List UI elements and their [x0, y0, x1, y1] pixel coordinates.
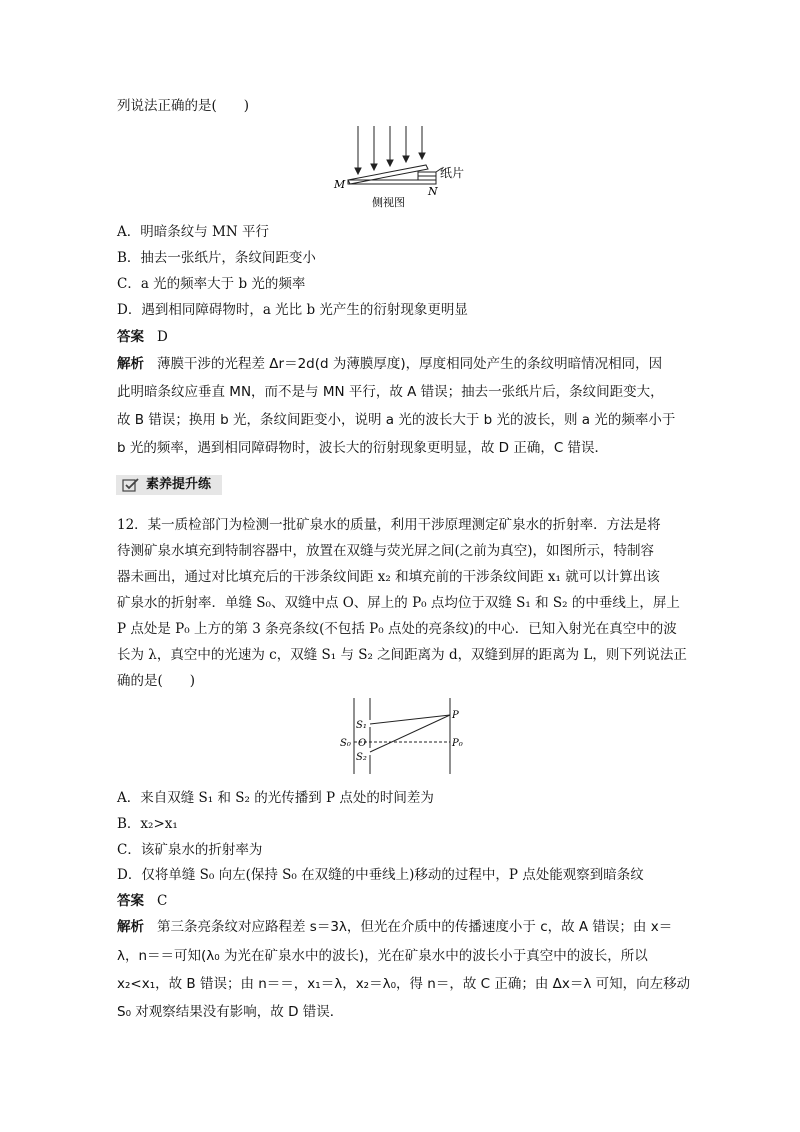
q12-stem-line-6: 长为 λ，真空中的光速为 c，双缝 S₁ 与 S₂ 之间距离为 d，双缝到屏的距离为 L，则下列说法正 [117, 647, 687, 663]
answer-value: D [157, 329, 168, 345]
q12-option-c: C．该矿泉水的折射率为 [117, 842, 263, 858]
answer-value: C [157, 893, 168, 909]
q12-analysis-line-4: S₀ 对观察结果没有影响，故 D 错误． [117, 1004, 344, 1020]
q11-option-b: B．抽去一张纸片，条纹间距变小 [117, 250, 316, 266]
q11-stem-tail: 列说法正确的是( ) [117, 98, 250, 114]
label-S1: S₁ [356, 720, 367, 731]
label-S2: S₂ [356, 752, 367, 763]
check-icon [122, 478, 140, 492]
label-N: N [428, 185, 438, 198]
q12-answer [117, 892, 167, 910]
q11-option-c: C．a 光的频率大于 b 光的频率 [117, 276, 306, 292]
section-title: 素养提升练 [146, 477, 212, 492]
q12-stem-line-4: 矿泉水的折射率．单缝 S₀、双缝中点 O、屏上的 P₀ 点均位于双缝 S₁ 和 S₂ 的中垂线上，屏上 [117, 595, 680, 611]
q11-analysis-line-4: b 光的频率，遇到相同障碍物时，波长大的衍射现象更明显，故 D 正确，C 错误． [117, 440, 609, 456]
q12-analysis-line-1: 解析 第三条亮条纹对应路程差 s＝3λ，但光在介质中的传播速度小于 c，故 A 错误；由 x＝ [117, 919, 673, 935]
answer-label: 答案 [117, 893, 144, 909]
label-M: M [334, 178, 346, 191]
analysis-label: 解析 [117, 919, 144, 935]
q11-analysis-line-3: 故 B 错误；换用 b 光，条纹间距变小，说明 a 光的波长大于 b 光的波长，则 a 光的频率小于 [117, 412, 676, 428]
analysis-label: 解析 [117, 356, 144, 372]
q11-analysis-line-1: 解析 薄膜干涉的光程差 Δr＝2d(d 为薄膜厚度)，厚度相同处产生的条纹明暗情况相同，因 [117, 356, 663, 372]
q12-stem-line-1: 12．某一质检部门为检测一批矿泉水的质量，利用干涉原理测定矿泉水的折射率．方法是将 [117, 517, 661, 533]
label-P0: P₀ [452, 738, 463, 749]
q12-analysis-line-2: λ，n＝＝可知(λ₀ 为光在矿泉水中的波长)，光在矿泉水中的波长小于真空中的波长，所以 [117, 948, 648, 964]
label-O: O [358, 738, 367, 749]
q12-stem-line-7: 确的是( ) [117, 673, 196, 689]
double-slit-diagram [336, 696, 476, 776]
q12-stem-line-5: P 点处是 P₀ 上方的第 3 条亮条纹(不包括 P₀ 点处的亮条纹)的中心．已知入射光在真空中的波 [117, 621, 677, 637]
q11-option-d: D．遇到相同障碍物时，a 光比 b 光产生的衍射现象更明显 [117, 302, 468, 318]
q11-analysis-line-2: 此明暗条纹应垂直 MN，而不是与 MN 平行，故 A 错误；抽去一张纸片后，条纹间距变大， [117, 384, 664, 400]
q12-stem-line-3: 器未画出，通过对比填充后的干涉条纹间距 x₂ 和填充前的干涉条纹间距 x₁ 就可以计算出该 [117, 569, 660, 585]
section-banner [116, 475, 222, 495]
figure-caption-side-view: 侧视图 [372, 196, 405, 209]
label-S0: S₀ [340, 738, 351, 749]
answer-label: 答案 [117, 329, 144, 345]
label-P: P [452, 710, 459, 721]
q11-option-a: A．明暗条纹与 MN 平行 [117, 224, 269, 240]
label-paper: 纸片 [440, 166, 465, 180]
q12-option-b: B．x₂>x₁ [117, 816, 178, 832]
thin-film-diagram [330, 122, 470, 210]
q12-stem-line-2: 待测矿泉水填充到特制容器中，放置在双缝与荧光屏之间(之前为真空)，如图所示，特制容 [117, 543, 655, 559]
q12-option-a: A．来自双缝 S₁ 和 S₂ 的光传播到 P 点处的时间差为 [117, 790, 434, 806]
q12-analysis-line-3: x₂<x₁，故 B 错误；由 n＝＝，x₁＝λ，x₂＝λ₀，得 n＝，故 C 正确；由 Δx＝λ 可知，向左移动 [117, 976, 691, 992]
q12-option-d: D．仅将单缝 S₀ 向左(保持 S₀ 在双缝的中垂线上)移动的过程中，P 点处能观察到暗条纹 [117, 867, 644, 883]
q11-answer [117, 328, 168, 346]
